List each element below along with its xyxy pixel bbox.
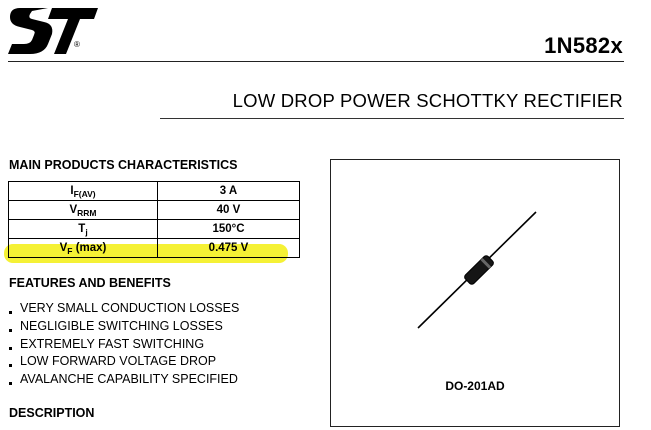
table-row — [9, 220, 300, 239]
value-cell: 0.475 V — [158, 239, 300, 258]
features-list — [9, 300, 239, 389]
list-item: VERY SMALL CONDUCTION LOSSES — [9, 300, 239, 318]
registered-mark: ® — [74, 40, 80, 49]
symbol-cell: $V_F$ (max) — [9, 239, 158, 258]
bullet-icon — [9, 347, 12, 350]
bullet-icon — [9, 329, 12, 332]
bullet-icon — [9, 364, 12, 367]
st-logo — [8, 6, 100, 58]
main-characteristics-heading: MAIN PRODUCTS CHARACTERISTICS — [9, 158, 238, 172]
list-item: EXTREMELY FAST SWITCHING — [9, 336, 239, 354]
axial-diode-icon — [400, 200, 550, 340]
value-cell: 40 V — [158, 201, 300, 220]
title-divider — [160, 118, 624, 119]
list-item: NEGLIGIBLE SWITCHING LOSSES — [9, 318, 239, 336]
symbol-cell: $T_j$ — [9, 220, 158, 239]
part-number: 1N582x — [544, 33, 623, 58]
features-heading: FEATURES AND BENEFITS — [9, 276, 171, 290]
symbol-cell: $V_{RRM}$ — [9, 201, 158, 220]
header-divider — [8, 61, 624, 62]
symbol-cell: $I_{F(AV)}$ — [9, 182, 158, 201]
document-title: LOW DROP POWER SCHOTTKY RECTIFIER — [232, 90, 623, 111]
table-row — [9, 182, 300, 201]
bullet-icon — [9, 311, 12, 314]
package-label: DO-201AD — [445, 379, 505, 393]
list-item: LOW FORWARD VOLTAGE DROP — [9, 353, 239, 371]
table-row — [9, 201, 300, 220]
bullet-icon — [9, 382, 12, 385]
list-item: AVALANCHE CAPABILITY SPECIFIED — [9, 371, 239, 389]
table-row-highlighted — [9, 239, 300, 258]
value-cell: 3 A — [158, 182, 300, 201]
characteristics-table — [8, 181, 300, 258]
value-cell: 150°C — [158, 220, 300, 239]
description-heading: DESCRIPTION — [9, 406, 95, 420]
